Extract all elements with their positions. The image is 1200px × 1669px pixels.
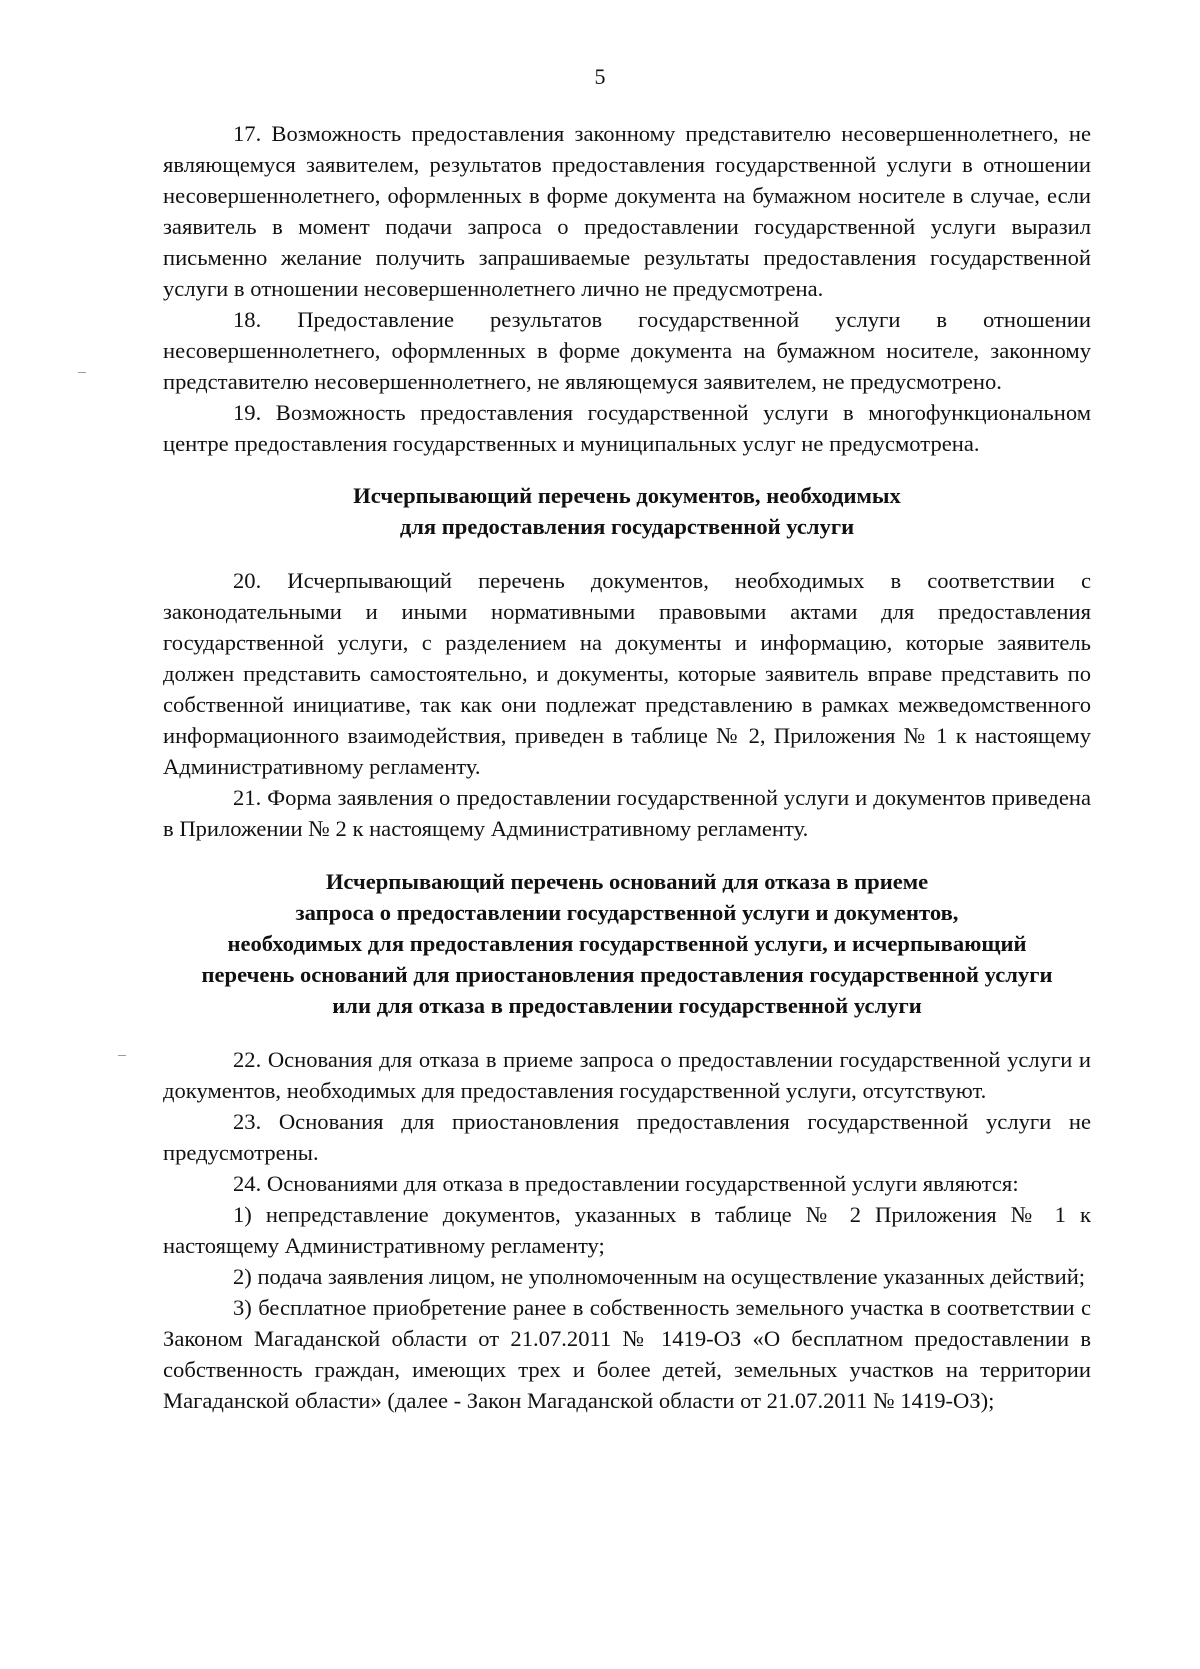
section-heading-refusal-grounds [163,866,1091,1021]
paragraph-21: 21. Форма заявления о предоставлении государственной услуги и документов приведена в Приложении № 2 к настоящему Административному регламенту. [163,785,1091,841]
scan-artifact [78,372,86,373]
heading-line: необходимых для предоставления государственной услуги, и исчерпывающий [227,931,1027,956]
heading-line: запроса о предоставлении государственной услуги и документов, [295,900,959,925]
heading-line: перечень оснований для приостановления предоставления государственной услуги [201,962,1053,987]
paragraph-18: 18. Предоставление результатов государственной услуги в отношении несовершеннолетнего, оформленных в форме документа на бумажном носителе, законному представителю несовершеннолетнего, не являющемуся заявителем, не предусмотрено. [163,307,1091,394]
list-item-24-1: 1) непредставление документов, указанных в таблице № 2 Приложения № 1 к настоящему Административному регламенту; [163,1202,1091,1258]
heading-line: или для отказа в предоставлении государственной услуги [332,993,922,1018]
list-item-24-3: 3) бесплатное приобретение ранее в собственность земельного участка в соответствии с Законом Магаданской области от 21.07.2011 № 1419-ОЗ «О бесплатном предоставлении в собственность граждан, имеющих трех и более детей, земельных участков на территории Магаданской области» (далее - Закон Магаданской области от 21.07.2011 № 1419-ОЗ); [163,1295,1091,1413]
list-item-24-2: 2) подача заявления лицом, не уполномоченным на осуществление указанных действий; [233,1264,1086,1289]
paragraph-17: 17. Возможность предоставления законному представителю несовершеннолетнего, не являющемуся заявителем, результатов предоставления государственной услуги в отношении несовершеннолетнего, оформленных в форме документа на бумажном носителе в случае, если заявитель в момент подачи запроса о предоставлении государственной услуги выразил письменно желание получить запрашиваемые результаты предоставления государственной услуги в отношении несовершеннолетнего лично не предусмотрена. [163,121,1091,301]
section-heading-documents [163,480,1091,542]
paragraph-23: 23. Основания для приостановления предоставления государственной услуги не предусмотрены. [163,1109,1091,1165]
scan-artifact [118,1055,126,1056]
heading-line: Исчерпывающий перечень оснований для отказа в приеме [325,869,929,894]
heading-line: Исчерпывающий перечень документов, необходимых [353,483,901,508]
document-body [163,118,1091,1416]
page-number: 5 [594,64,606,89]
paragraph-19: 19. Возможность предоставления государственной услуги в многофункциональном центре предоставления государственных и муниципальных услуг не предусмотрена. [163,400,1091,456]
heading-line: для предоставления государственной услуги [399,514,855,539]
paragraph-20: 20. Исчерпывающий перечень документов, необходимых в соответствии с законодательными и иными нормативными правовыми актами для предоставления государственной услуги, с разделением на документы и информацию, которые заявитель должен представить самостоятельно, и документы, которые заявитель вправе представить по собственной инициативе, так как они подлежат представлению в рамках межведомственного информационного взаимодействия, приведен в таблице № 2, Приложения № 1 к настоящему Административному регламенту. [163,568,1091,779]
paragraph-24: 24. Основаниями для отказа в предоставлении государственной услуги являются: [233,1171,1019,1196]
paragraph-22: 22. Основания для отказа в приеме запроса о предоставлении государственной услуги и документов, необходимых для предоставления государственной услуги, отсутствуют. [163,1047,1091,1103]
